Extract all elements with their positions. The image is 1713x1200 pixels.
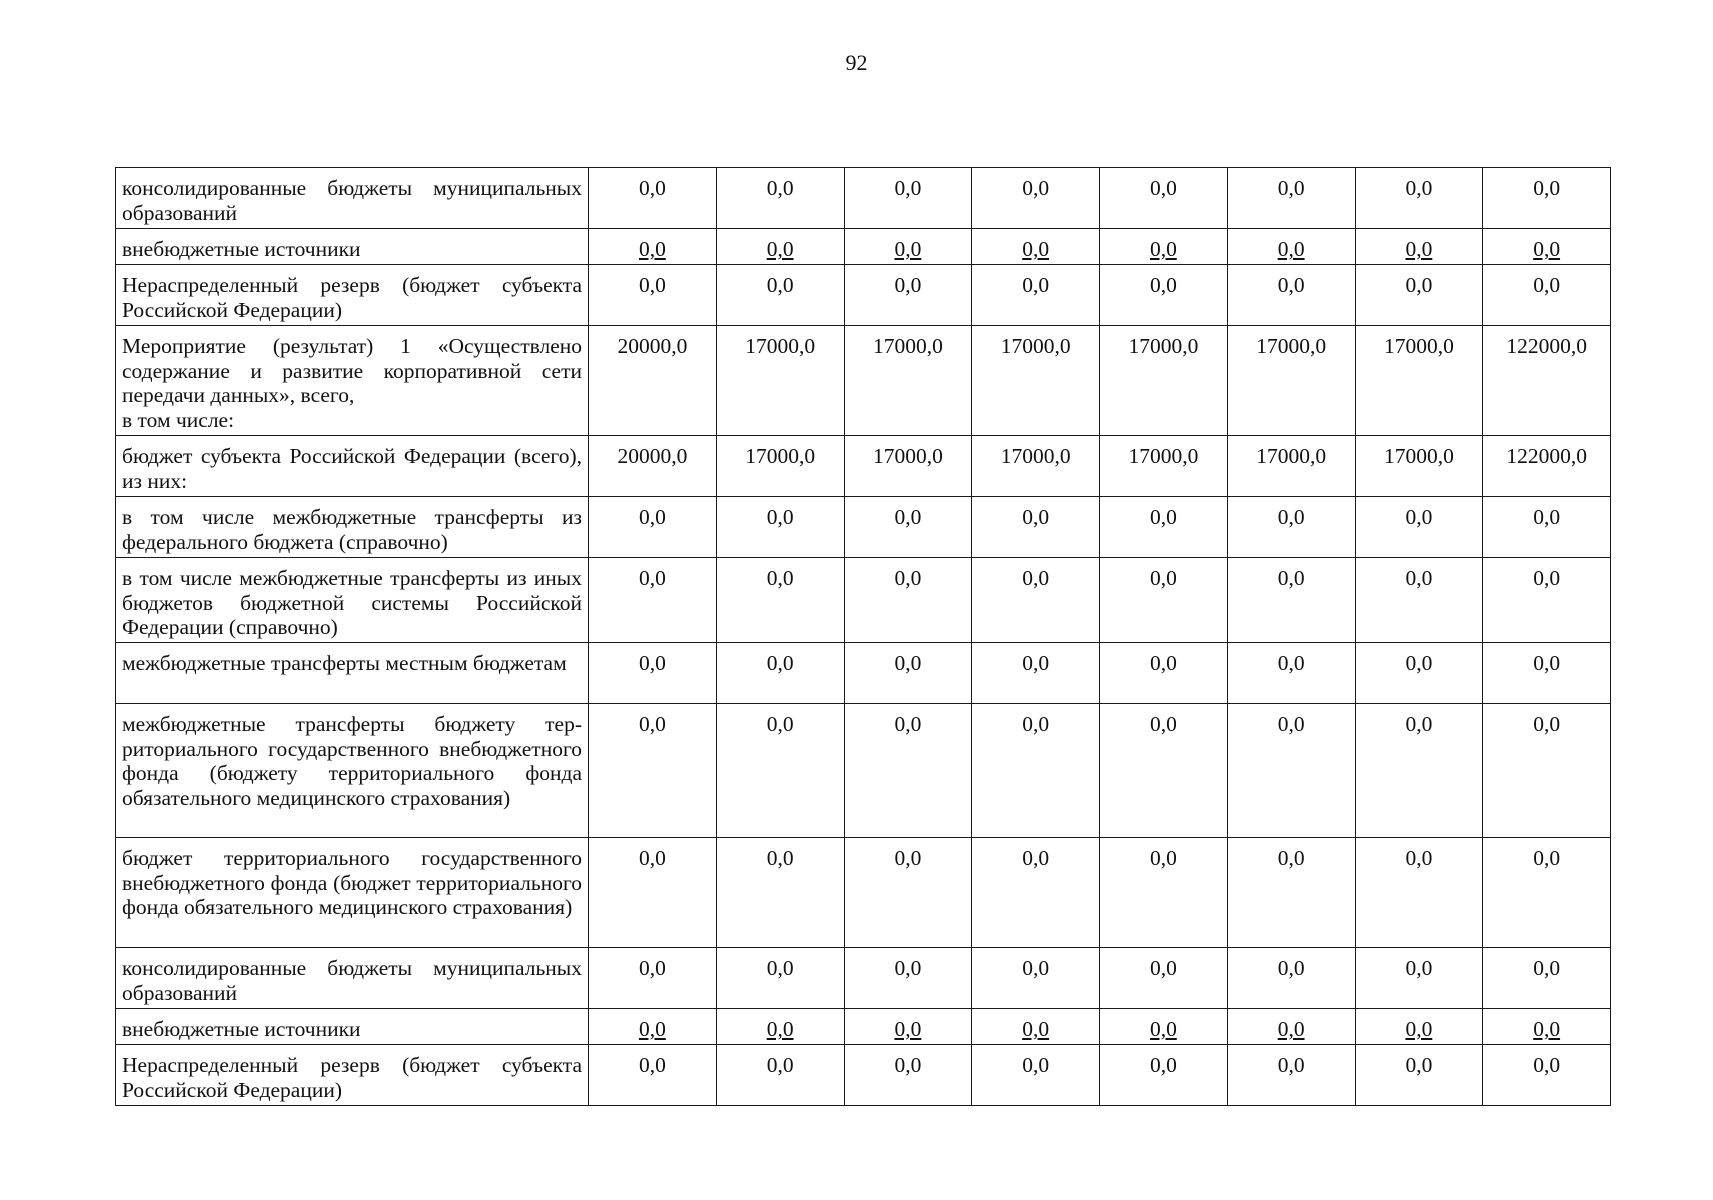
value-cell: 0,0 <box>1483 265 1611 326</box>
row-label: межбюджетные трансферты местным бюджетам <box>116 643 589 704</box>
row-label: в том числе межбюджетные трансферты из федерального бюджета (справочно) <box>116 497 589 558</box>
value-cell: 0,0 <box>1483 558 1611 643</box>
value-cell <box>972 1009 1100 1045</box>
value-text: 0,0 <box>1149 237 1177 261</box>
value-cell: 0,0 <box>589 168 717 229</box>
value-cell: 17000,0 <box>1355 326 1483 436</box>
value-cell: 17000,0 <box>1355 436 1483 497</box>
table-row <box>116 1045 1611 1106</box>
value-cell: 0,0 <box>844 558 972 643</box>
value-cell: 0,0 <box>1355 838 1483 948</box>
value-cell: 0,0 <box>1227 704 1355 838</box>
table-row <box>116 558 1611 643</box>
value-cell <box>1100 1009 1228 1045</box>
value-text: 0,0 <box>1022 237 1050 261</box>
value-text: 0,0 <box>638 237 666 261</box>
value-cell: 0,0 <box>1100 1045 1228 1106</box>
value-cell: 0,0 <box>972 265 1100 326</box>
value-cell: 0,0 <box>589 838 717 948</box>
value-cell: 0,0 <box>844 265 972 326</box>
value-cell: 0,0 <box>716 1045 844 1106</box>
row-label: консолидированные бюджеты муниципальных образований <box>116 948 589 1009</box>
value-cell <box>716 1009 844 1045</box>
value-cell: 0,0 <box>1100 948 1228 1009</box>
value-cell: 0,0 <box>589 1045 717 1106</box>
value-cell: 0,0 <box>1355 497 1483 558</box>
value-cell: 0,0 <box>716 704 844 838</box>
value-text: 0,0 <box>1533 237 1561 261</box>
value-cell: 0,0 <box>1483 497 1611 558</box>
value-cell: 20000,0 <box>589 436 717 497</box>
value-cell: 0,0 <box>1483 948 1611 1009</box>
value-cell <box>844 229 972 265</box>
row-label: внебюджетные источники <box>116 229 589 265</box>
value-cell: 0,0 <box>1355 704 1483 838</box>
value-cell: 17000,0 <box>972 436 1100 497</box>
value-cell: 0,0 <box>1100 704 1228 838</box>
value-cell: 0,0 <box>1355 265 1483 326</box>
value-cell: 0,0 <box>716 838 844 948</box>
budget-table-body <box>116 168 1611 1106</box>
value-cell: 0,0 <box>972 643 1100 704</box>
value-cell: 0,0 <box>1227 948 1355 1009</box>
value-cell: 0,0 <box>1227 643 1355 704</box>
value-cell: 0,0 <box>1355 168 1483 229</box>
value-cell: 0,0 <box>1100 838 1228 948</box>
budget-table <box>115 167 1611 1106</box>
value-cell <box>716 229 844 265</box>
value-cell: 0,0 <box>589 558 717 643</box>
value-cell: 0,0 <box>844 168 972 229</box>
value-cell: 0,0 <box>844 1045 972 1106</box>
value-text: 0,0 <box>1149 1017 1177 1041</box>
value-cell: 0,0 <box>716 497 844 558</box>
table-row <box>116 1009 1611 1045</box>
table-row <box>116 168 1611 229</box>
value-cell: 0,0 <box>1355 643 1483 704</box>
value-cell: 20000,0 <box>589 326 717 436</box>
value-cell: 0,0 <box>1227 838 1355 948</box>
value-text: 0,0 <box>1277 1017 1305 1041</box>
value-cell: 0,0 <box>1100 643 1228 704</box>
value-cell: 0,0 <box>589 497 717 558</box>
value-cell: 0,0 <box>716 643 844 704</box>
value-cell: 17000,0 <box>1100 326 1228 436</box>
value-cell: 0,0 <box>1100 265 1228 326</box>
value-text: 0,0 <box>1533 1017 1561 1041</box>
value-cell: 0,0 <box>716 558 844 643</box>
value-cell: 0,0 <box>589 948 717 1009</box>
value-cell: 17000,0 <box>844 436 972 497</box>
row-label: внебюджетные источники <box>116 1009 589 1045</box>
value-cell: 0,0 <box>1100 497 1228 558</box>
value-cell: 0,0 <box>972 838 1100 948</box>
value-cell <box>1483 229 1611 265</box>
value-cell: 17000,0 <box>716 326 844 436</box>
value-cell: 0,0 <box>1355 948 1483 1009</box>
value-cell <box>1100 229 1228 265</box>
table-row <box>116 704 1611 838</box>
value-cell: 0,0 <box>972 704 1100 838</box>
value-cell <box>844 1009 972 1045</box>
table-row <box>116 838 1611 948</box>
value-cell: 0,0 <box>1483 838 1611 948</box>
row-label: Нераспределенный резерв (бюджет субъекта Российской Федерации) <box>116 265 589 326</box>
value-cell <box>1355 1009 1483 1045</box>
value-cell <box>1483 1009 1611 1045</box>
value-cell: 17000,0 <box>1100 436 1228 497</box>
table-row <box>116 326 1611 436</box>
value-cell <box>1355 229 1483 265</box>
value-text: 0,0 <box>638 1017 666 1041</box>
row-label: бюджет территориального государственного внебюджетного фонда (бюджет территориального фонда обязательного медицинского страхования) <box>116 838 589 948</box>
table-row <box>116 265 1611 326</box>
value-cell: 0,0 <box>589 704 717 838</box>
row-label: консолидированные бюджеты муниципальных образований <box>116 168 589 229</box>
value-text: 0,0 <box>894 1017 922 1041</box>
value-cell: 0,0 <box>589 265 717 326</box>
value-cell <box>589 1009 717 1045</box>
value-cell: 0,0 <box>1100 558 1228 643</box>
table-row <box>116 643 1611 704</box>
value-text: 0,0 <box>766 237 794 261</box>
table-row <box>116 436 1611 497</box>
value-cell: 0,0 <box>1483 168 1611 229</box>
table-row <box>116 497 1611 558</box>
row-label: Мероприятие (результат) 1 «Осуществлено содержание и развитие корпоративной сети передачи данных», всего, в том числе: <box>116 326 589 436</box>
row-label: бюджет субъекта Российской Федерации (всего), из них: <box>116 436 589 497</box>
value-cell: 0,0 <box>972 497 1100 558</box>
value-cell: 0,0 <box>716 948 844 1009</box>
value-cell: 122000,0 <box>1483 326 1611 436</box>
value-cell: 0,0 <box>1355 1045 1483 1106</box>
value-cell <box>1227 229 1355 265</box>
value-cell: 17000,0 <box>1227 436 1355 497</box>
value-cell: 0,0 <box>1483 643 1611 704</box>
row-label: межбюджетные трансферты бюджету территориального государственного внебюджетного фонда (бюджету территориального фонда обязательного медицинского страхования) <box>116 704 589 838</box>
value-cell: 0,0 <box>1227 168 1355 229</box>
value-cell: 17000,0 <box>716 436 844 497</box>
row-label: в том числе межбюджетные трансферты из иных бюджетов бюджетной системы Российской Федерации (справочно) <box>116 558 589 643</box>
value-cell: 0,0 <box>844 948 972 1009</box>
table-row <box>116 229 1611 265</box>
value-cell: 0,0 <box>716 265 844 326</box>
value-cell: 0,0 <box>1355 558 1483 643</box>
value-cell: 0,0 <box>1227 1045 1355 1106</box>
value-cell: 0,0 <box>972 558 1100 643</box>
value-text: 0,0 <box>1405 237 1433 261</box>
value-cell: 0,0 <box>844 643 972 704</box>
value-cell: 122000,0 <box>1483 436 1611 497</box>
table-row <box>116 948 1611 1009</box>
value-cell: 0,0 <box>1227 497 1355 558</box>
value-cell: 0,0 <box>1100 168 1228 229</box>
value-cell: 0,0 <box>972 1045 1100 1106</box>
row-label: Нераспределенный резерв (бюджет субъекта Российской Федерации) <box>116 1045 589 1106</box>
value-cell: 17000,0 <box>844 326 972 436</box>
value-cell <box>1227 1009 1355 1045</box>
value-cell <box>589 229 717 265</box>
value-cell: 0,0 <box>716 168 844 229</box>
value-cell: 17000,0 <box>972 326 1100 436</box>
value-cell: 0,0 <box>1227 558 1355 643</box>
value-cell: 0,0 <box>972 948 1100 1009</box>
value-cell: 0,0 <box>844 704 972 838</box>
value-text: 0,0 <box>766 1017 794 1041</box>
value-cell: 0,0 <box>1483 1045 1611 1106</box>
page-number: 92 <box>845 50 868 75</box>
value-cell: 0,0 <box>1227 265 1355 326</box>
value-text: 0,0 <box>1022 1017 1050 1041</box>
value-text: 0,0 <box>894 237 922 261</box>
value-cell: 0,0 <box>589 643 717 704</box>
value-cell: 0,0 <box>1483 704 1611 838</box>
value-cell: 0,0 <box>844 497 972 558</box>
value-cell: 17000,0 <box>1227 326 1355 436</box>
value-cell: 0,0 <box>844 838 972 948</box>
value-text: 0,0 <box>1405 1017 1433 1041</box>
value-text: 0,0 <box>1277 237 1305 261</box>
value-cell: 0,0 <box>972 168 1100 229</box>
value-cell <box>972 229 1100 265</box>
